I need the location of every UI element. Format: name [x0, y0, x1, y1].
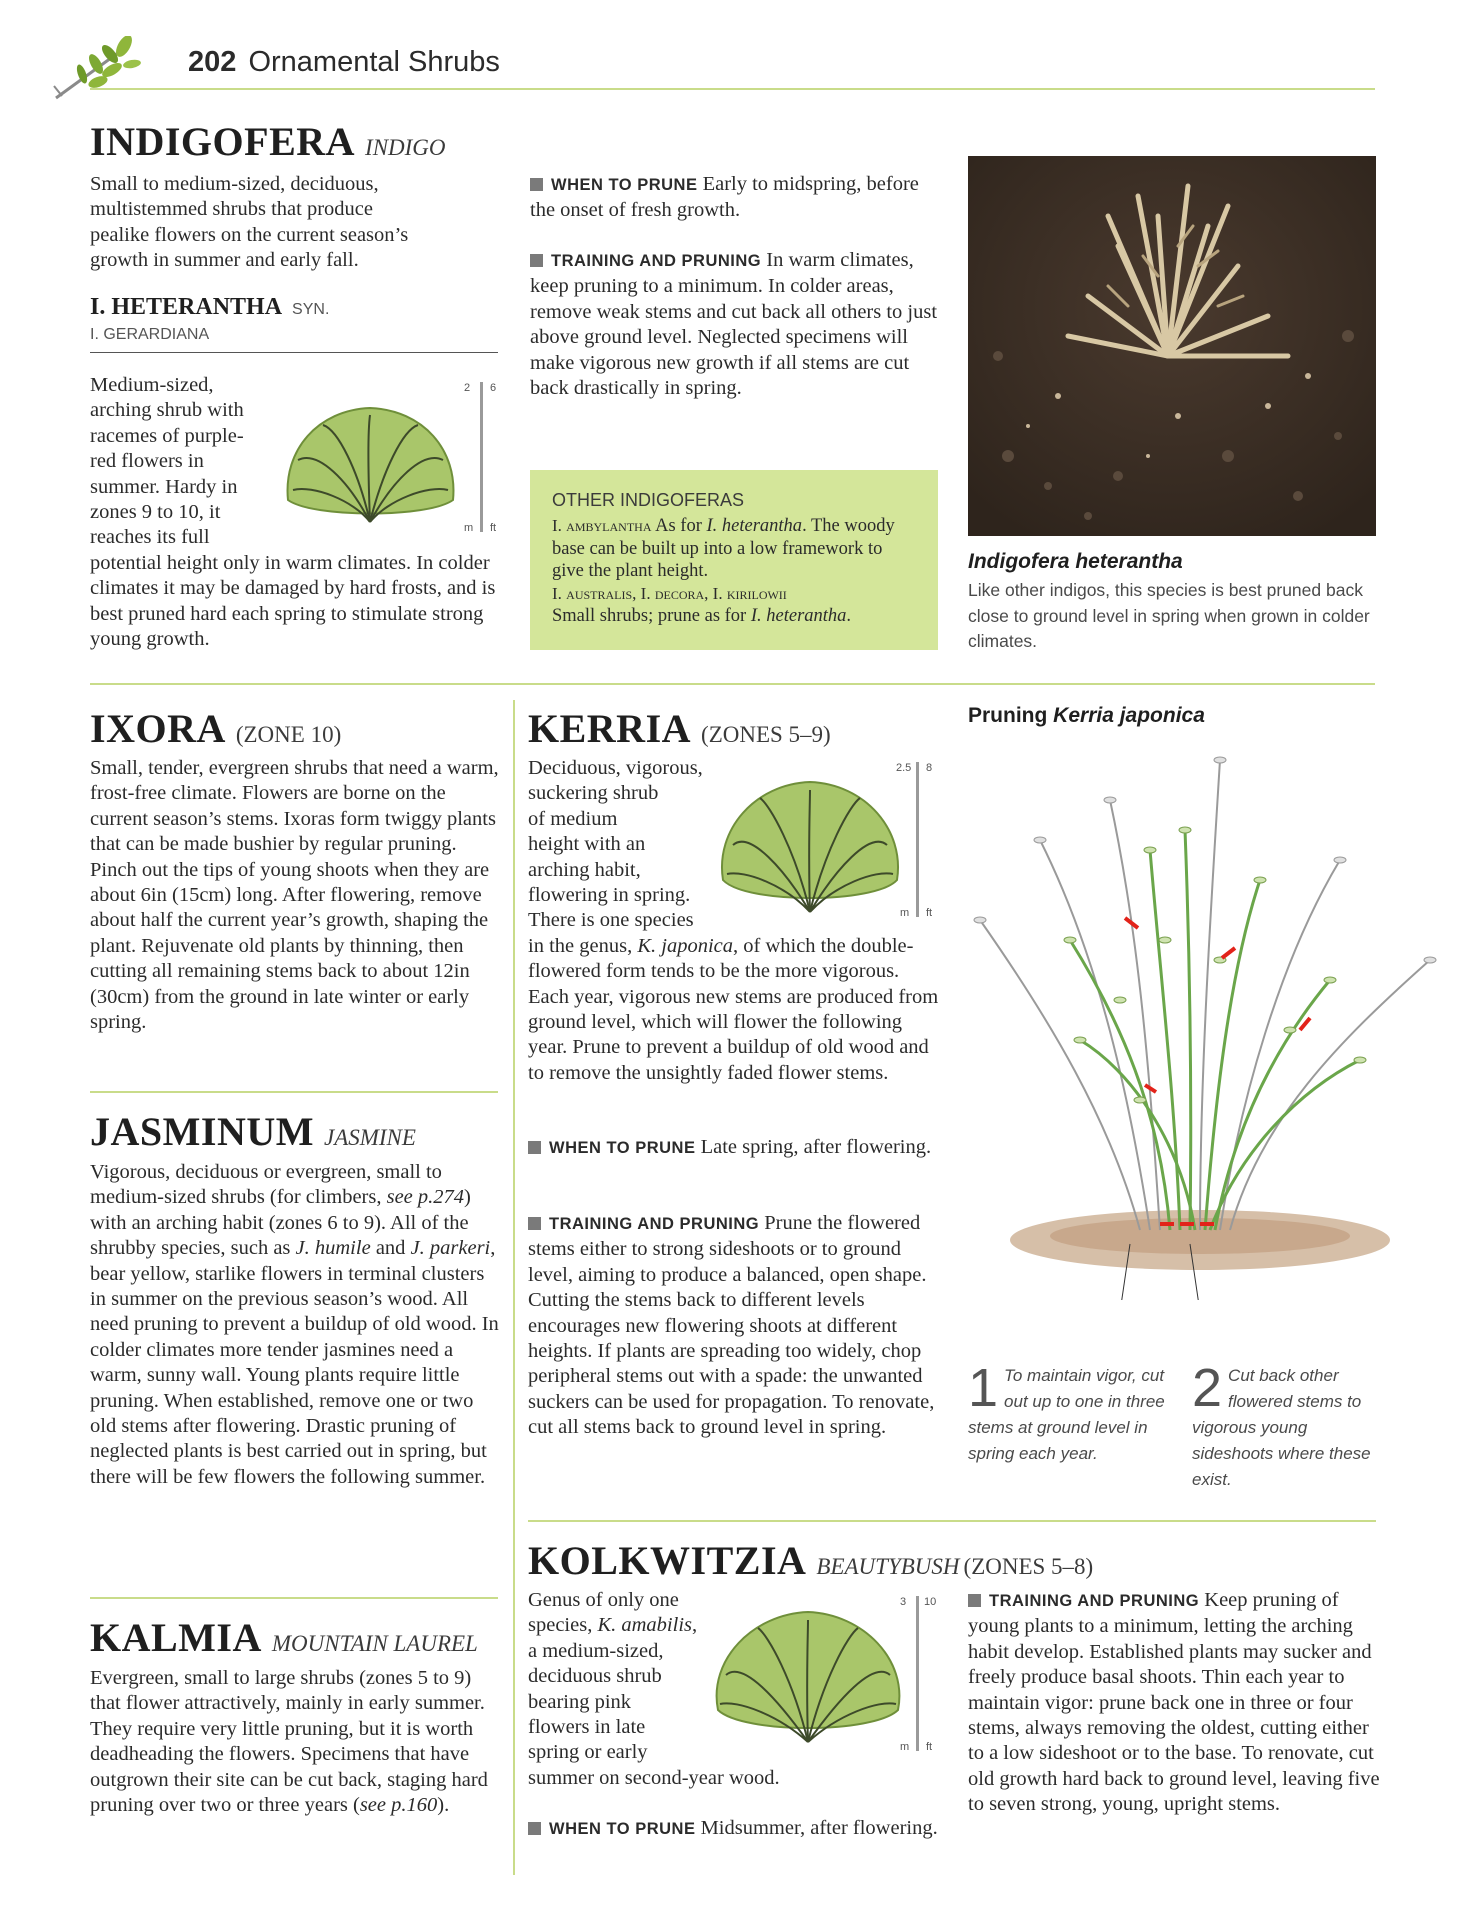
other-indigoferas-box: OTHER INDIGOFERAS I. ambylantha As for I. heterantha. The woody base can be built up into a low framework to give the plant height. I. australis, I. decora, I. kirilowii Small shrubs; prune as for I. heterantha.: [530, 470, 938, 650]
indigofera-intro: Small to medium-sized, deciduous, multistemmed shrubs that produce pealike flowers on the current season’s growth in summer and early fall.: [90, 173, 409, 272]
kerria-desc: Deciduous, vigorous, suckering shrub of medium height with an arching habit, flowering in spring. There is one species in the genus, K. japonica, of which the double-flowered form tends to be the more vigorous. Each year, vigorous new stems are produced from ground level, which will flower the following year. Prune to prevent a buildup of old wood and to remove the unsightly faded flower stems.: [528, 757, 939, 1084]
species-rule: [90, 352, 498, 353]
indigofera-when-to-prune: WHEN TO PRUNE Early to midspring, before the onset of fresh growth.: [530, 173, 919, 222]
kerria-illustration-title: Pruning Kerria japonica: [968, 704, 1205, 727]
kolkwitzia-shrub-illustration: [708, 1600, 908, 1750]
kalmia-text: Evergreen, small to large shrubs (zones 5 to 9) that flower attractively, mainly in early summer. They require very little pruning, but it is worth deadheading the flowers. Specimens that have outgrown their site can be cut back, staging hard pruning over two or three years (see p.160).: [90, 1667, 488, 1817]
section-rule-4: [528, 1520, 1376, 1522]
indigofera-photo: [968, 156, 1376, 536]
header-rule: [90, 88, 1375, 90]
kolkwitzia-heading: KOLKWITZIA BEAUTYBUSH (ZONES 5–8): [528, 1538, 1094, 1583]
leaf-icon: [52, 36, 142, 106]
indigofera-heading: INDIGOFERA INDIGO: [90, 119, 446, 164]
kolkwitzia-when-to-prune: WHEN TO PRUNE Midsummer, after flowering.: [528, 1816, 940, 1842]
section-rule-1: [90, 683, 1375, 685]
indigofera-shrub-illustration: [278, 390, 463, 530]
page-number: 202: [188, 46, 237, 78]
jasminum-text: Vigorous, deciduous or evergreen, small to medium-sized shrubs (for climbers, see p.274) with an arching habit (zones 6 to 9). All of the shrubby species, such as J. humile and J. parkeri, bear yellow, starlike flowers in terminal clusters in summer on the previous season’s wood. All need pruning to prevent a buildup of old wood. In colder climates more tender jasmines need a warm, sunny wall. Young plants require little pruning. When established, remove one or two old stems after flowering. Drastic pruning of neglected plants is best carried out in spring, but there will be few flowers the following summer.: [90, 1161, 499, 1488]
indigofera-species-desc: Medium-sized, arching shrub with racemes of purple- red flowers in summer. Hardy in zones 9 to 10, it reaches its full potential height only in warm climates. In colder climates it may be damaged by hard frosts, and is best pruned hard each spring to stimulate strong young growth.: [90, 374, 496, 651]
kerria-step-2: 2 Cut back other flowered stems to vigorous young sideshoots where these exist.: [1192, 1358, 1371, 1489]
section-title: Ornamental Shrubs: [248, 46, 500, 78]
kalmia-heading: KALMIA MOUNTAIN LAUREL: [90, 1615, 478, 1660]
photo-caption: Indigofera heterantha Like other indigos, this species is best pruned back close to ground level in spring when grown in colder climates.: [968, 550, 1370, 651]
page-header: [188, 46, 500, 79]
indigofera-synonym: I. GERARDIANA: [90, 326, 210, 343]
section-rule-2: [90, 1091, 498, 1093]
column-divider: [513, 700, 515, 1875]
kerria-when-to-prune: WHEN TO PRUNE Late spring, after flowering.: [528, 1135, 940, 1161]
ixora-text: Small, tender, evergreen shrubs that need a warm, frost-free climate. Flowers are borne on the current season’s stems. Ixoras form twiggy plants that can be made bushier by regular pruning. Pinch out the tips of young shoots when they are about 6in (15cm) long. After flowering, remove about half the current year’s growth, shaping the plant. Rejuvenate old plants by thinning, then cutting all remaining stems back to about 12in (30cm) from the ground in late winter or early spring.: [90, 757, 499, 1034]
ixora-heading: IXORA (ZONE 10): [90, 706, 342, 751]
jasminum-heading: JASMINUM JASMINE: [90, 1109, 416, 1154]
section-rule-3: [90, 1597, 498, 1599]
kolkwitzia-desc: Genus of only one species, K. amabilis, a medium-sized, deciduous shrub bearing pink flowers in late spring or early summer on second-year wood.: [528, 1589, 780, 1789]
indigofera-height-scale: 2 6 m ft: [464, 382, 497, 534]
kerria-step-1: 1 To maintain vigor, cut out up to one in three stems at ground level in spring each year.: [968, 1358, 1165, 1463]
kerria-training: TRAINING AND PRUNING Prune the flowered stems either to strong sideshoots or to ground level, aiming to produce a balanced, open shape. Cutting the stems back to different levels encourages new flowering shoots at different heights. If plants are spreading too widely, chop peripheral stems out with a spade: the unwanted suckers can be used for propagation. To renovate, cut all stems back to ground level in spring.: [528, 1212, 935, 1439]
indigofera-species-heading: I. HETERANTHA SYN.: [90, 294, 330, 320]
kerria-heading: KERRIA (ZONES 5–9): [528, 706, 831, 751]
kolkwitzia-height-scale: 3 10 m ft: [900, 1596, 937, 1753]
kerria-height-scale: 2.5 8 m ft: [896, 762, 933, 919]
kerria-pruning-illustration: [960, 740, 1460, 1300]
kolkwitzia-training: TRAINING AND PRUNING Keep pruning of young plants to a minimum, letting the arching habit develop. Established plants may sucker and freely produce basal shoots. Thin each year to maintain vigor: prune back one in three or four stems, always removing the oldest, cutting either to a low sideshoot or to the base. To renovate, cut old growth hard back to ground level, leaving five to seven strong, young, upright stems.: [968, 1589, 1380, 1816]
indigofera-training: TRAINING AND PRUNING In warm climates, keep pruning to a minimum. In colder areas, remove weak stems and cut back all others to just above ground level. Neglected specimens will make vigorous new growth if all stems are cut back drastically in spring.: [530, 249, 938, 400]
kerria-shrub-illustration: [715, 770, 905, 920]
